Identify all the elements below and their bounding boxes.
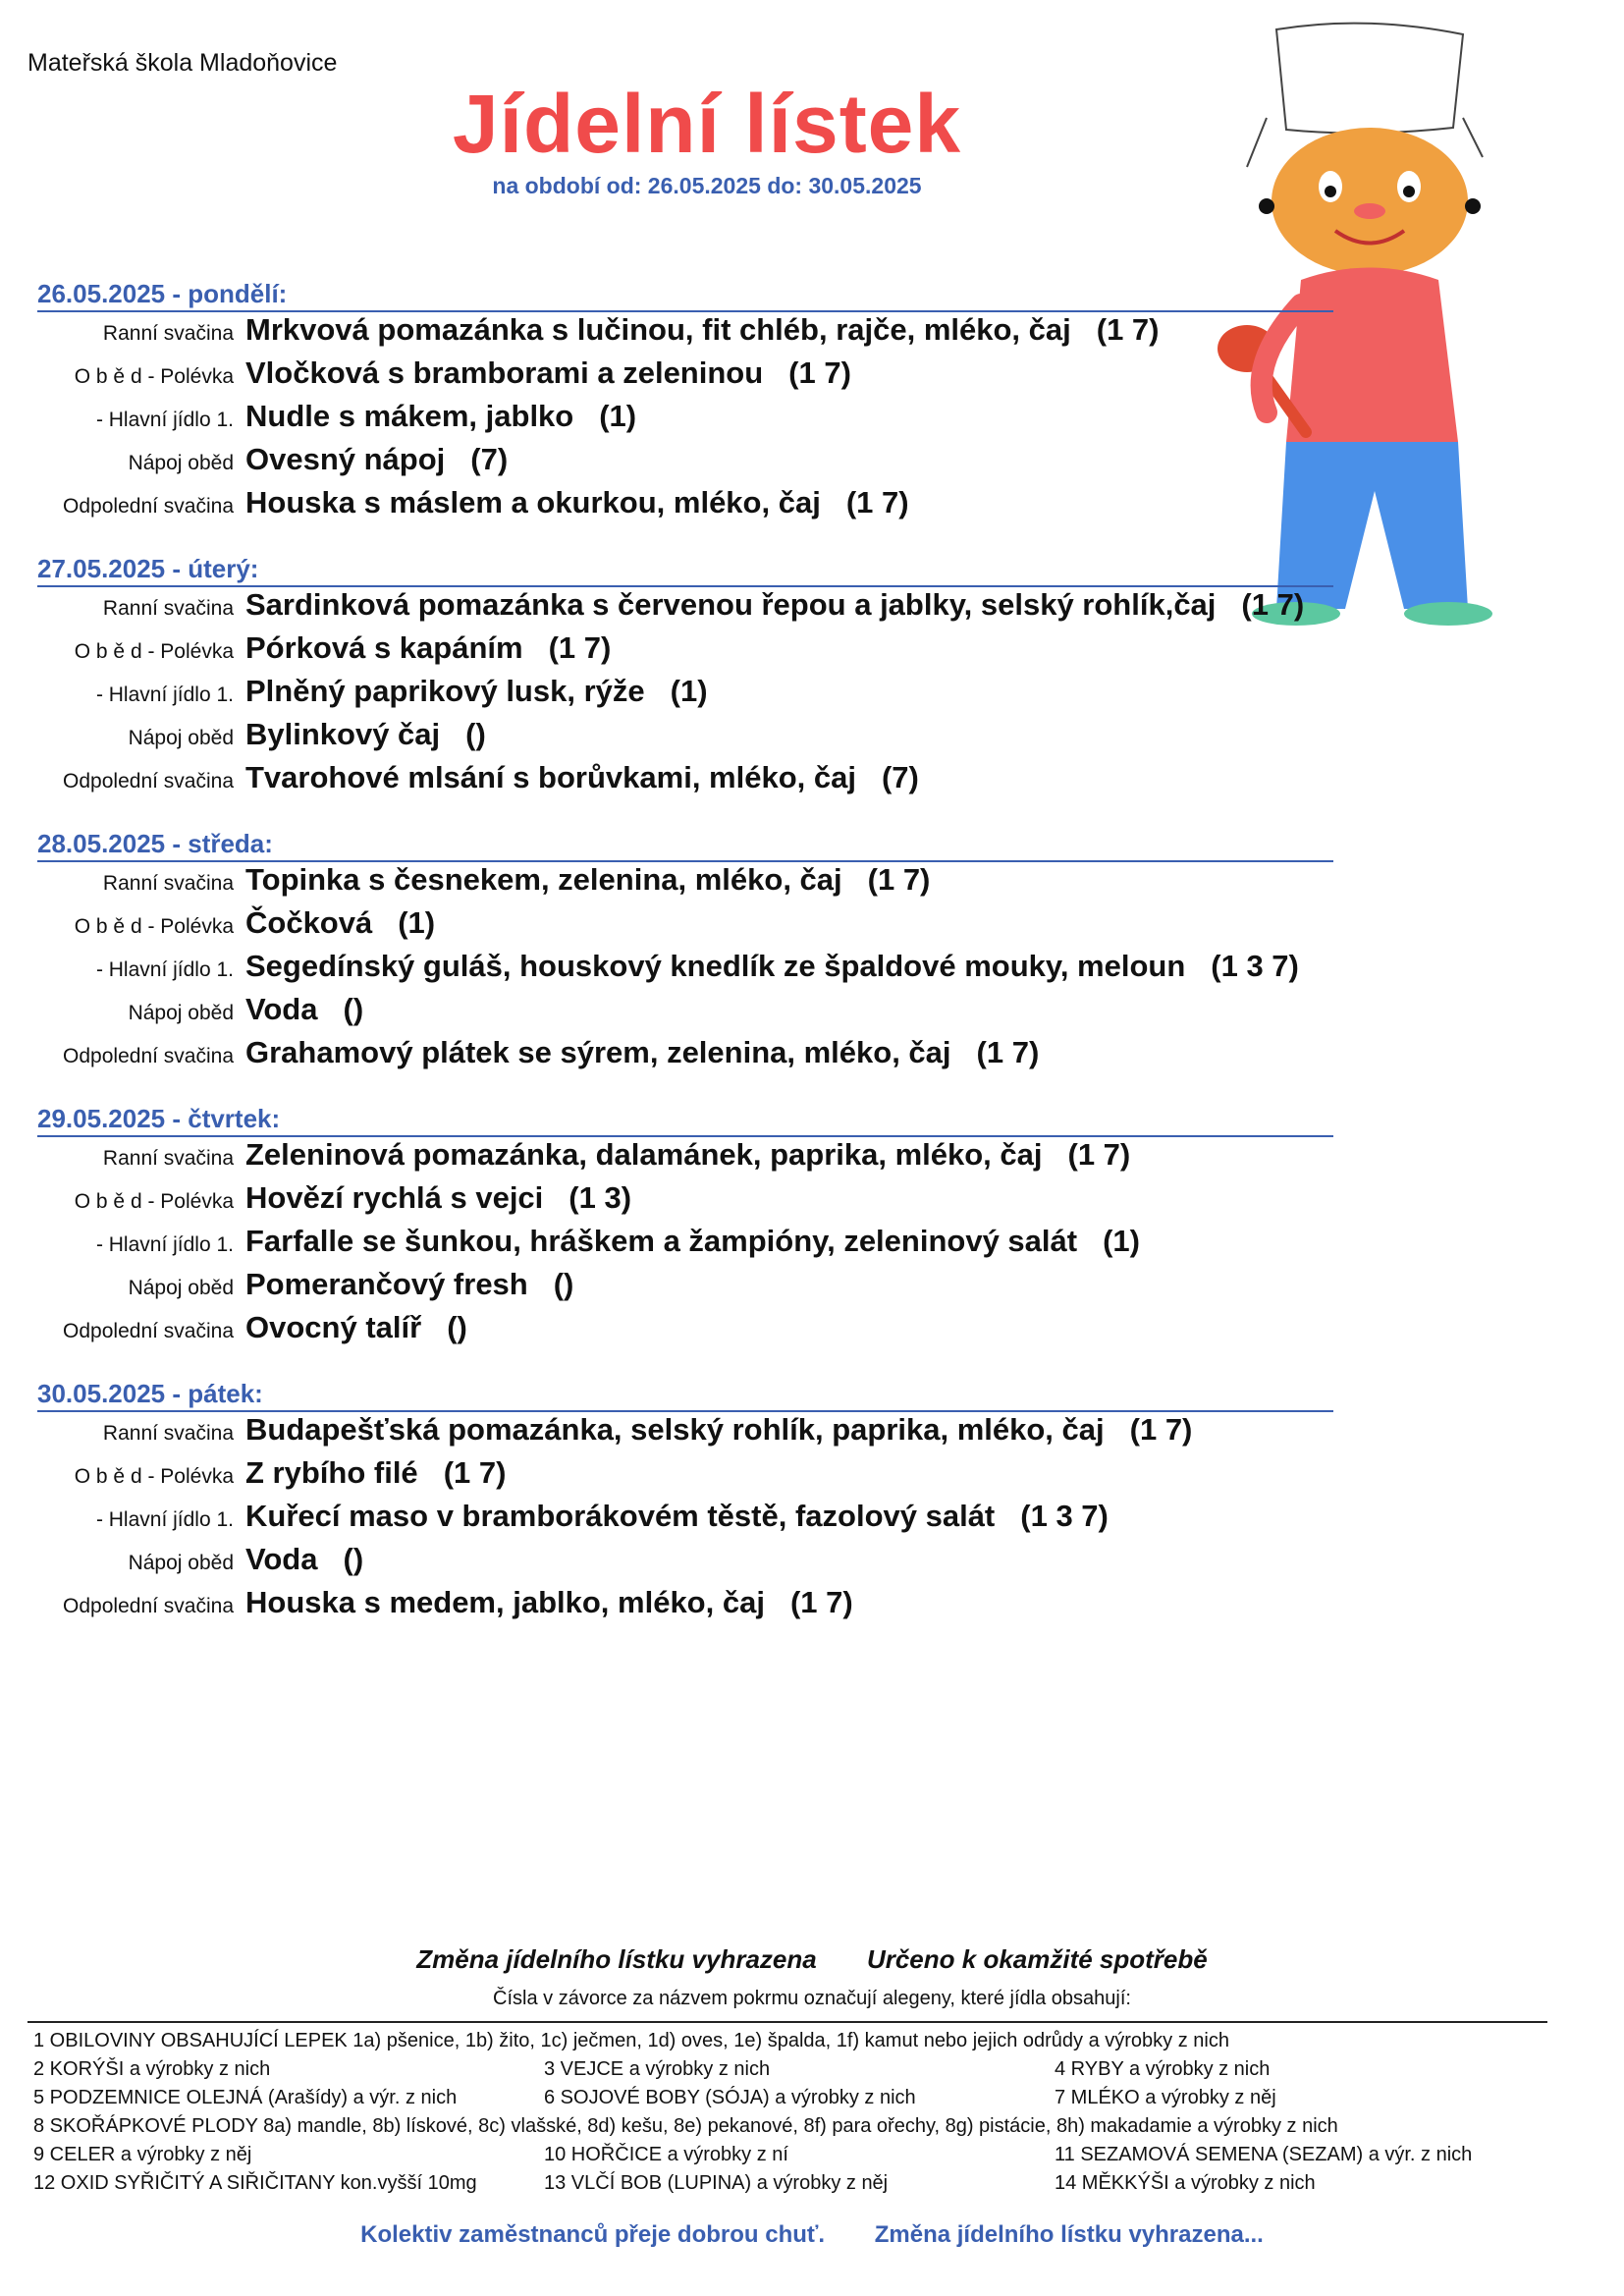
allergen-item: 5 PODZEMNICE OLEJNÁ (Arašídy) a výr. z nich — [33, 2087, 458, 2108]
closing-wish: Kolektiv zaměstnanců přeje dobrou chuť. — [360, 2221, 826, 2248]
meal-label: O b ě d - Polévka — [74, 1190, 234, 1213]
allergen-grid — [33, 2055, 1565, 2112]
meal-dish: Kuřecí maso v bramborákovém těstě, fazolový salát — [245, 1499, 996, 1533]
allergen-item: 9 CELER a výrobky z něj — [33, 2144, 252, 2165]
meal-allergens: (1 7) — [1096, 312, 1160, 347]
meal-dish: Ovesný nápoj — [245, 442, 446, 476]
meal-dish: Voda — [245, 992, 318, 1026]
meal-row — [37, 355, 1343, 399]
day-heading: 29.05.2025 - čtvrtek: — [37, 1104, 1333, 1137]
meal-row — [37, 862, 1343, 905]
meal-label: Nápoj oběd — [128, 1277, 234, 1299]
meal-dish: Houska s medem, jablko, mléko, čaj — [245, 1585, 765, 1619]
meal-dish: Mrkvová pomazánka s lučinou, fit chléb, rajče, mléko, čaj — [245, 312, 1071, 347]
meal-allergens: (1 7) — [1067, 1137, 1131, 1172]
meal-label: Nápoj oběd — [128, 727, 234, 749]
meal-row — [37, 760, 1343, 803]
meal-dish: Grahamový plátek se sýrem, zelenina, mléko, čaj — [245, 1035, 951, 1069]
meal-dish: Budapešťská pomazánka, selský rohlík, paprika, mléko, čaj — [245, 1412, 1105, 1447]
meal-label: Nápoj oběd — [128, 1552, 234, 1574]
meal-label: Ranní svačina — [102, 872, 234, 895]
day-heading: 27.05.2025 - úterý: — [37, 554, 1333, 587]
meal-allergens: (1 7) — [1129, 1412, 1193, 1447]
meal-allergens: (1 3 7) — [1211, 949, 1299, 983]
meal-label: O b ě d - Polévka — [74, 640, 234, 663]
allergen-item: 12 OXID SYŘIČITÝ A SIŘIČITANY kon.vyšší 10mg — [33, 2172, 477, 2194]
meal-label: Odpolední svačina — [63, 495, 234, 518]
meal-allergens: (1) — [1103, 1224, 1140, 1258]
day-block — [37, 1379, 1343, 1628]
meal-dish: Vločková s bramborami a zeleninou — [245, 355, 764, 390]
meal-allergens: () — [465, 717, 486, 751]
meal-allergens: (1) — [670, 674, 708, 708]
meal-row — [37, 587, 1343, 630]
meal-allergens: () — [343, 1542, 364, 1576]
meal-label: - Hlavní jídlo 1. — [95, 409, 234, 431]
meal-dish: Bylinkový čaj — [245, 717, 441, 751]
meal-row — [37, 1035, 1343, 1078]
meal-allergens: (1 7) — [976, 1035, 1040, 1069]
meal-allergens: (1 7) — [788, 355, 851, 390]
allergen-grid — [33, 2141, 1565, 2198]
day-block — [37, 829, 1343, 1078]
meal-row — [37, 442, 1343, 485]
meal-row — [37, 312, 1343, 355]
meal-allergens: (1 7) — [867, 862, 931, 897]
meal-label: Ranní svačina — [102, 597, 234, 620]
meal-dish: Ovocný talíř — [245, 1310, 422, 1344]
meal-dish: Z rybího filé — [245, 1455, 418, 1490]
day-heading: 30.05.2025 - pátek: — [37, 1379, 1333, 1412]
meal-row — [37, 630, 1343, 674]
meal-row — [37, 1499, 1343, 1542]
meal-allergens: (1 7) — [1241, 587, 1305, 622]
meal-row — [37, 949, 1343, 992]
meal-label: Odpolední svačina — [63, 1045, 234, 1067]
day-block — [37, 554, 1343, 803]
meal-allergens: (1 7) — [443, 1455, 507, 1490]
footer-notices — [0, 1944, 1624, 1975]
meal-row — [37, 905, 1343, 949]
meal-label: O b ě d - Polévka — [74, 365, 234, 388]
meal-row — [37, 1310, 1343, 1353]
meal-row — [37, 992, 1343, 1035]
footer-divider — [27, 2021, 1547, 2023]
allergen-item: 8 SKOŘÁPKOVÉ PLODY 8a) mandle, 8b) lískové, 8c) vlašské, 8d) kešu, 8e) pekanové, 8f) para ořechy, 8g) pistácie, 8h) makadamie a výrobky z nich — [33, 2115, 1338, 2137]
meal-row — [37, 1180, 1343, 1224]
meal-label: O b ě d - Polévka — [74, 1465, 234, 1488]
meal-dish: Segedínský guláš, houskový knedlík ze špaldové mouky, meloun — [245, 949, 1186, 983]
allergen-item: 7 MLÉKO a výrobky z něj — [1055, 2087, 1276, 2108]
meal-allergens: (7) — [470, 442, 509, 476]
meal-allergens: () — [343, 992, 364, 1026]
meal-dish: Nudle s mákem, jablko — [245, 399, 574, 433]
meal-dish: Čočková — [245, 905, 373, 940]
allergen-item: 6 SOJOVÉ BOBY (SÓJA) a výrobky z nich — [544, 2087, 916, 2108]
meal-row — [37, 1137, 1343, 1180]
page-title: Jídelní lístek — [452, 78, 962, 170]
allergen-item: 13 VLČÍ BOB (LUPINA) a výrobky z něj — [544, 2172, 889, 2194]
meal-dish: Plněný paprikový lusk, rýže — [245, 674, 645, 708]
closing-line — [0, 2221, 1624, 2249]
meal-label: - Hlavní jídlo 1. — [95, 958, 234, 981]
meal-row — [37, 1267, 1343, 1310]
meal-dish: Farfalle se šunkou, hráškem a žampióny, zeleninový salát — [245, 1224, 1078, 1258]
meal-row — [37, 674, 1343, 717]
menu-period: na období od: 26.05.2025 do: 30.05.2025 — [492, 173, 922, 198]
allergen-note: Čísla v závorce za názvem pokrmu označují alegeny, které jídla obsahují: — [493, 1988, 1131, 2009]
meal-dish: Zeleninová pomazánka, dalamánek, paprika, mléko, čaj — [245, 1137, 1043, 1172]
meal-label: Nápoj oběd — [128, 1002, 234, 1024]
meal-allergens: (1 7) — [789, 1585, 853, 1619]
allergen-item: 14 MĚKKÝŠI a výrobky z nich — [1055, 2172, 1316, 2194]
meal-dish: Pórková s kapáním — [245, 630, 523, 665]
allergen-item: 1 OBILOVINY OBSAHUJÍCÍ LEPEK 1a) pšenice, 1b) žito, 1c) ječmen, 1d) oves, 1e) špalda, 1f) kamut nebo jejich odrůdy a výrobky z nich — [33, 2030, 1229, 2051]
menu-days — [37, 279, 1343, 1654]
meal-label: Nápoj oběd — [128, 452, 234, 474]
allergen-item: 2 KORÝŠI a výrobky z nich — [33, 2058, 271, 2080]
meal-dish: Houska s máslem a okurkou, mléko, čaj — [245, 485, 821, 519]
meal-row — [37, 485, 1343, 528]
notice-consume: Určeno k okamžité spotřebě — [866, 1944, 1208, 1974]
meal-row — [37, 399, 1343, 442]
meal-dish: Pomerančový fresh — [245, 1267, 528, 1301]
meal-dish: Topinka s česnekem, zelenina, mléko, čaj — [245, 862, 842, 897]
meal-label: Odpolední svačina — [63, 1595, 234, 1617]
meal-label: Ranní svačina — [102, 1147, 234, 1170]
allergen-item: 4 RYBY a výrobky z nich — [1055, 2058, 1271, 2080]
meal-label: Odpolední svačina — [63, 1320, 234, 1342]
meal-row — [37, 717, 1343, 760]
allergen-legend — [33, 2027, 1565, 2198]
allergen-item: 3 VEJCE a výrobky z nich — [544, 2058, 771, 2080]
meal-label: - Hlavní jídlo 1. — [95, 1233, 234, 1256]
meal-dish: Sardinková pomazánka s červenou řepou a jablky, selský rohlík,čaj — [245, 587, 1217, 622]
meal-dish: Hovězí rychlá s vejci — [245, 1180, 544, 1215]
closing-change: Změna jídelního lístku vyhrazena... — [874, 2221, 1264, 2248]
meal-label: Odpolední svačina — [63, 770, 234, 793]
allergen-item: 10 HOŘČICE a výrobky z ní — [544, 2144, 788, 2165]
meal-allergens: (1 3 7) — [1020, 1499, 1109, 1533]
school-name: Mateřská škola Mladoňovice — [27, 49, 338, 77]
meal-dish: Voda — [245, 1542, 318, 1576]
meal-allergens: (7) — [881, 760, 919, 794]
meal-allergens: () — [447, 1310, 467, 1344]
meal-allergens: () — [553, 1267, 574, 1301]
day-block — [37, 1104, 1343, 1353]
day-heading: 28.05.2025 - středa: — [37, 829, 1333, 862]
day-block — [37, 279, 1343, 528]
meal-allergens: (1) — [599, 399, 637, 433]
meal-allergens: (1 3) — [568, 1180, 632, 1215]
meal-label: Ranní svačina — [102, 1422, 234, 1445]
meal-label: - Hlavní jídlo 1. — [95, 1508, 234, 1531]
meal-row — [37, 1585, 1343, 1628]
meal-row — [37, 1412, 1343, 1455]
meal-row — [37, 1455, 1343, 1499]
allergen-item: 11 SEZAMOVÁ SEMENA (SEZAM) a výr. z nich — [1055, 2144, 1473, 2165]
meal-allergens: (1 7) — [548, 630, 612, 665]
meal-allergens: (1) — [398, 905, 436, 940]
meal-label: - Hlavní jídlo 1. — [95, 683, 234, 706]
meal-row — [37, 1542, 1343, 1585]
meal-label: Ranní svačina — [102, 322, 234, 345]
meal-dish: Tvarohové mlsání s borůvkami, mléko, čaj — [245, 760, 856, 794]
meal-label: O b ě d - Polévka — [74, 915, 234, 938]
notice-change: Změna jídelního lístku vyhrazena — [416, 1944, 817, 1974]
meal-row — [37, 1224, 1343, 1267]
meal-allergens: (1 7) — [845, 485, 909, 519]
day-heading: 26.05.2025 - pondělí: — [37, 279, 1333, 312]
